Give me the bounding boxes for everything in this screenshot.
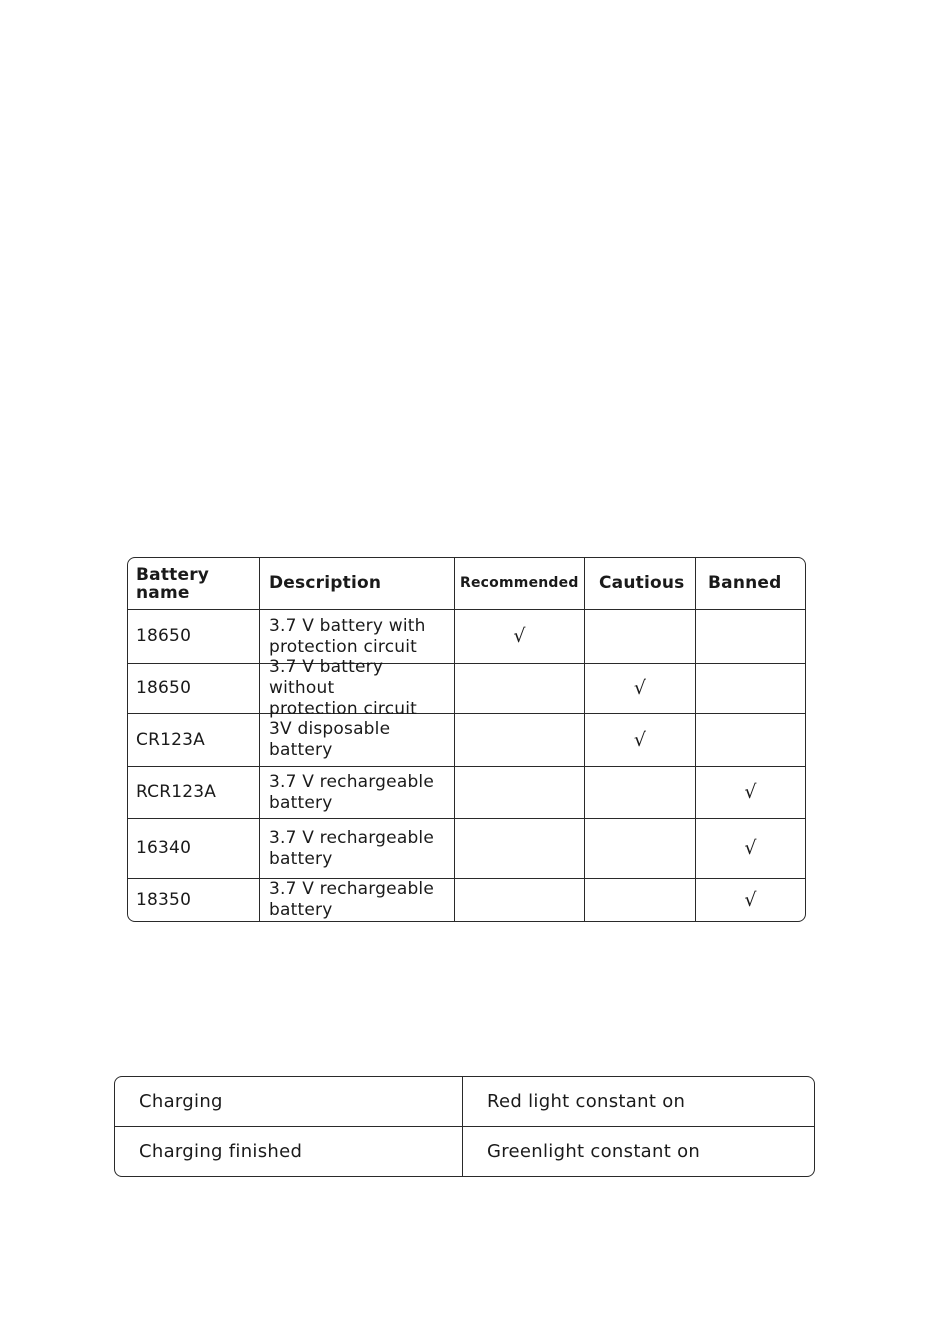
check-mark: √ xyxy=(633,677,647,699)
header-banned: Banned xyxy=(696,558,805,610)
row-battery-name: 18650 xyxy=(128,664,260,714)
row-banned-cell xyxy=(696,819,805,879)
header-cautious: Cautious xyxy=(585,558,696,610)
row-battery-name: 18650 xyxy=(128,610,260,664)
charging-state: Charging xyxy=(115,1077,463,1127)
header-battery-name xyxy=(128,558,260,610)
row-description-line1: 3.7 V battery with xyxy=(269,615,426,636)
header-battery-name-line2: name xyxy=(136,582,190,603)
row-description xyxy=(260,714,455,767)
row-recommended-cell xyxy=(455,714,585,767)
row-description-line2: protection circuit xyxy=(269,699,418,719)
charging-indicator: Red light constant on xyxy=(463,1077,814,1127)
row-description xyxy=(260,819,455,879)
row-banned-cell xyxy=(696,879,805,921)
row-recommended-cell xyxy=(455,767,585,819)
row-recommended-cell xyxy=(455,610,585,664)
row-description-line1: 3.7 V battery without xyxy=(269,657,384,698)
row-description-line2: battery xyxy=(269,900,333,920)
header-description: Description xyxy=(260,558,455,610)
row-cautious-cell xyxy=(585,714,696,767)
header-recommended: Recommended xyxy=(455,558,585,610)
row-banned-cell xyxy=(696,714,805,767)
check-mark: √ xyxy=(744,781,757,803)
row-battery-name: RCR123A xyxy=(128,767,260,819)
row-cautious-cell xyxy=(585,819,696,879)
row-description-line2: battery xyxy=(269,848,333,869)
row-cautious-cell xyxy=(585,664,696,714)
battery-compatibility-table xyxy=(127,557,806,922)
header-battery-name-line1: Battery xyxy=(136,564,210,585)
row-banned-cell xyxy=(696,767,805,819)
row-banned-cell xyxy=(696,610,805,664)
row-cautious-cell xyxy=(585,767,696,819)
check-mark: √ xyxy=(633,728,647,751)
charging-indicator-table xyxy=(114,1076,815,1177)
row-description-line1: 3.7 V rechargeable xyxy=(269,771,435,792)
row-battery-name: CR123A xyxy=(128,714,260,767)
row-battery-name: 16340 xyxy=(128,819,260,879)
row-banned-cell xyxy=(696,664,805,714)
row-description-line1: 3.7 V rechargeable xyxy=(269,879,435,899)
row-description xyxy=(260,767,455,819)
row-description-line1: 3V disposable xyxy=(269,719,391,739)
row-description xyxy=(260,879,455,921)
row-description-line2: battery xyxy=(269,740,333,760)
row-description xyxy=(260,610,455,664)
row-cautious-cell xyxy=(585,879,696,921)
row-description xyxy=(260,657,455,719)
row-recommended-cell xyxy=(455,879,585,921)
check-mark: √ xyxy=(744,888,757,911)
row-recommended-cell xyxy=(455,664,585,714)
row-battery-name: 18350 xyxy=(128,879,260,921)
row-description-line1: 3.7 V rechargeable xyxy=(269,827,435,848)
row-recommended-cell xyxy=(455,819,585,879)
check-mark: √ xyxy=(513,625,526,647)
charging-indicator: Greenlight constant on xyxy=(487,1141,701,1162)
check-mark: √ xyxy=(744,837,757,859)
row-description-line2: battery xyxy=(269,792,333,813)
row-description-line2: protection circuit xyxy=(269,636,418,657)
row-cautious-cell xyxy=(585,610,696,664)
charging-state: Charging finished xyxy=(115,1127,463,1176)
